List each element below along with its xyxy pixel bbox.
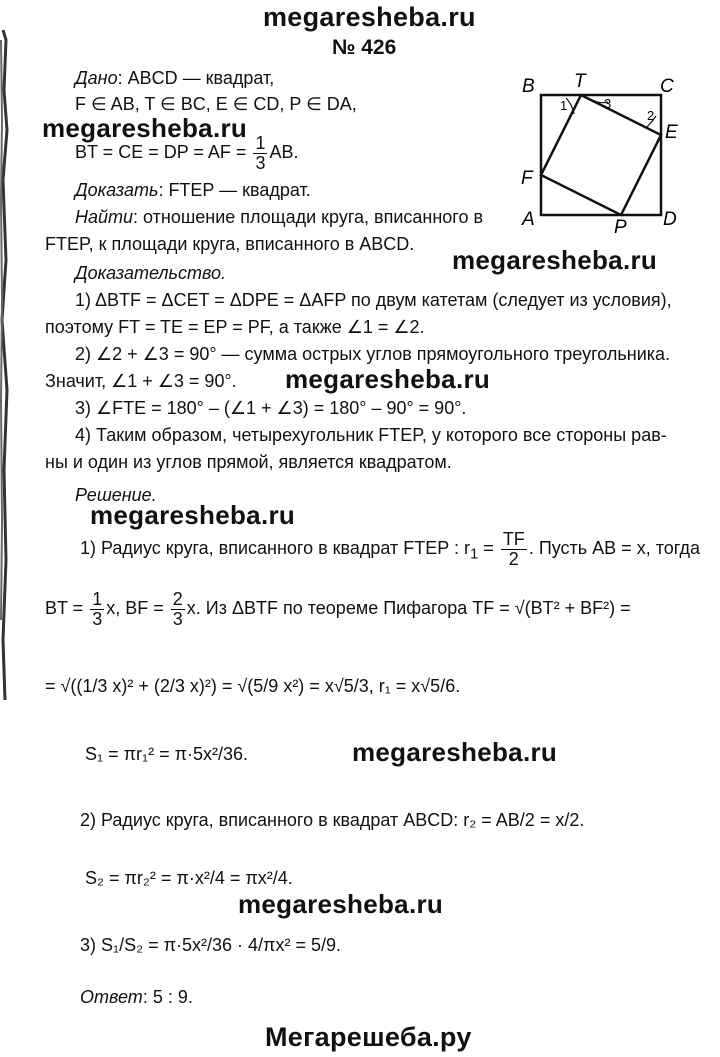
proof-p3: 3) ∠FTE = 180° – (∠1 + ∠3) = 180° – 90° = 90°. xyxy=(75,398,467,418)
footer-site: Мегарешеба.ру xyxy=(265,1022,472,1052)
solution-line-bt: BT = $\frac{1}{3}$ x, BF = $\frac{2}{3}$ x. Из ΔBTF по теореме Пифагора TF = √(BT² + BF²) = xyxy=(45,589,631,629)
given-label: Дано xyxy=(75,68,118,88)
scan-edge xyxy=(0,0,13,1057)
angle-3: 3 xyxy=(604,96,612,111)
watermark: megaresheba.ru xyxy=(285,364,491,394)
proof-p2a: 2) ∠2 + ∠3 = 90° — сумма острых углов прямоугольного треугольника. xyxy=(75,344,671,364)
answer-line: Ответ: 5 : 9. xyxy=(80,987,193,1007)
angle-1: 1 xyxy=(560,98,568,113)
label-D: D xyxy=(663,209,677,230)
solution-s1-area: S₁ = πr₁² = π·5x²/36. xyxy=(85,744,249,764)
prove-line: Доказать: FTEP — квадрат. xyxy=(75,180,311,200)
label-C: C xyxy=(660,76,674,97)
label-A: A xyxy=(522,209,535,230)
find-line-2: FTEP, к площади круга, вписанного в ABCD. xyxy=(45,234,415,254)
given-line-3: BT = CE = DP = AF = $\frac{1}{3}$ AB. xyxy=(75,133,299,173)
watermark: megaresheba.ru xyxy=(352,737,558,767)
proof-p1b: поэтому FT = TE = EP = PF, а также ∠1 = ∠2. xyxy=(45,317,425,337)
solution-line-3: 3) S₁/S₂ = π·5x²/36 · 4/πx² = 5/9. xyxy=(80,935,341,955)
square-figure xyxy=(508,70,708,240)
solution-line-1: 1) Радиус круга, вписанного в квадрат FTEP : $r_1$ = $\frac{TF}{2}$ . Пусть AB = x, тогда xyxy=(80,529,701,569)
proof-p2b: Значит, ∠1 + ∠3 = 90°. xyxy=(45,371,237,391)
watermark: megaresheba.ru xyxy=(42,113,248,143)
watermark: megaresheba.ru xyxy=(90,500,296,530)
proof-p4a: 4) Таким образом, четырехугольник FTEP, у которого все стороны рав- xyxy=(75,425,667,445)
find-line-1: Найти: отношение площади круга, вписанного в xyxy=(75,207,484,227)
label-B: B xyxy=(522,76,535,97)
label-T: T xyxy=(574,71,586,92)
site-header: megaresheba.ru xyxy=(263,2,476,32)
problem-number: № 426 xyxy=(332,36,397,59)
proof-p4b: ны и один из углов прямой, является квадратом. xyxy=(45,452,452,472)
given-line-1: Дано: ABCD — квадрат, xyxy=(75,68,275,88)
solution-s2-area: S₂ = πr₂² = π·x²/4 = πx²/4. xyxy=(85,868,293,888)
watermark: megaresheba.ru xyxy=(452,245,658,275)
solution-title: Решение. xyxy=(75,485,157,505)
solution-line-2: 2) Радиус круга, вписанного в квадрат ABCD: r₂ = AB/2 = x/2. xyxy=(80,810,585,830)
angle-2: 2 xyxy=(647,108,655,123)
watermark: megaresheba.ru xyxy=(238,889,444,919)
label-F: F xyxy=(521,168,533,189)
label-P: P xyxy=(614,217,627,238)
given-line-2: F ∈ AB, T ∈ BC, E ∈ CD, P ∈ DA, xyxy=(75,94,357,114)
solution-root-line: = √((1/3 x)² + (2/3 x)²) = √(5/9 x²) = x√5/3, r₁ = x√5/6. xyxy=(45,676,461,696)
proof-p1a: 1) ΔBTF = ΔCET = ΔDPE = ΔAFP по двум катетам (следует из условия), xyxy=(75,290,672,310)
proof-title: Доказательство. xyxy=(75,263,227,283)
label-E: E xyxy=(665,122,678,143)
